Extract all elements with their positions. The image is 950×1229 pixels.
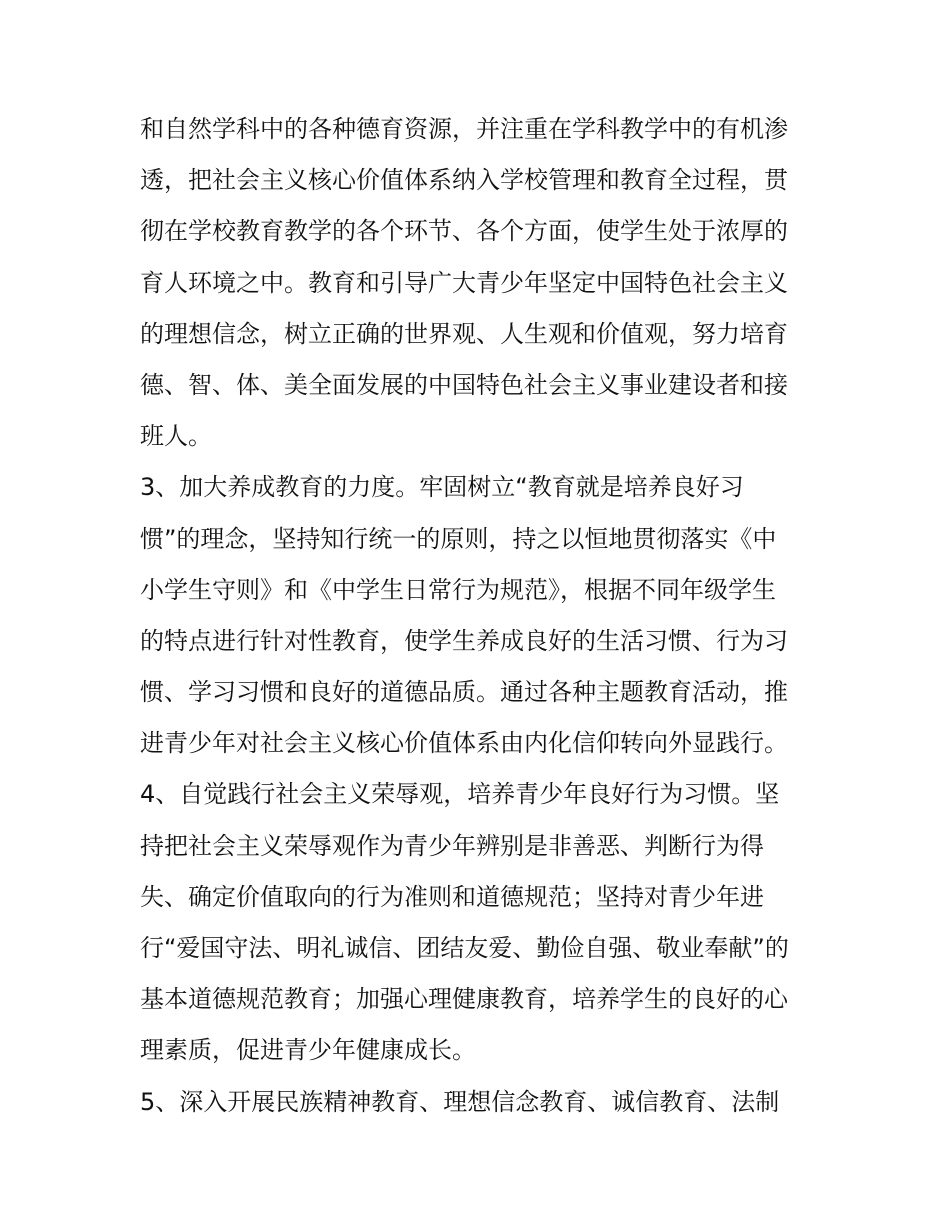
text-line: 彻在学校教育教学的各个环节、各个方面，使学生处于浓厚的 — [140, 217, 788, 246]
section-3-heading-line: 3、加大养成教育的力度。牢固树立“教育就是培养良好习 — [140, 473, 744, 502]
section-5-heading-line: 5、深入开展民族精神教育、理想信念教育、诚信教育、法制 — [140, 1087, 780, 1116]
text-line: 行“爱国守法、明礼诚信、团结友爱、勤俭自强、敬业奉献”的 — [140, 934, 789, 962]
text-line: 进青少年对社会主义核心价值体系由内化信仰转向外显践行。 — [140, 729, 788, 758]
text-line: 基本道德规范教育；加强心理健康教育，培养学生的良好的心 — [140, 985, 788, 1014]
text-line: 透，把社会主义核心价值体系纳入学校管理和教育全过程，贯 — [140, 166, 788, 195]
text-line: 失、确定价值取向的行为准则和道德规范；坚持对青少年进 — [140, 882, 764, 911]
text-line: 理素质，促进青少年健康成长。 — [140, 1036, 476, 1065]
text-line: 育人环境之中。教育和引导广大青少年坚定中国特色社会主义 — [140, 268, 788, 297]
text-line: 班人。 — [140, 422, 212, 451]
text-line: 惯、学习习惯和良好的道德品质。通过各种主题教育活动，推 — [140, 678, 788, 707]
text-line: 的特点进行针对性教育，使学生养成良好的生活习惯、行为习 — [140, 626, 788, 655]
document-body — [140, 104, 820, 1128]
text-line: 小学生守则》和《中学生日常行为规范》，根据不同年级学生 — [140, 575, 776, 604]
section-4-heading-line: 4、自觉践行社会主义荣辱观，培养青少年良好行为习惯。坚 — [140, 780, 780, 809]
text-line: 的理想信念，树立正确的世界观、人生观和价值观，努力培育 — [140, 319, 788, 348]
text-line: 德、智、体、美全面发展的中国特色社会主义事业建设者和接 — [140, 370, 788, 399]
text-line: 惯”的理念，坚持知行统一的原则，持之以恒地贯彻落实《中 — [140, 524, 777, 553]
text-line: 持把社会主义荣辱观作为青少年辨别是非善恶、判断行为得 — [140, 831, 764, 860]
text-line: 和自然学科中的各种德育资源，并注重在学科教学中的有机渗 — [140, 115, 788, 143]
